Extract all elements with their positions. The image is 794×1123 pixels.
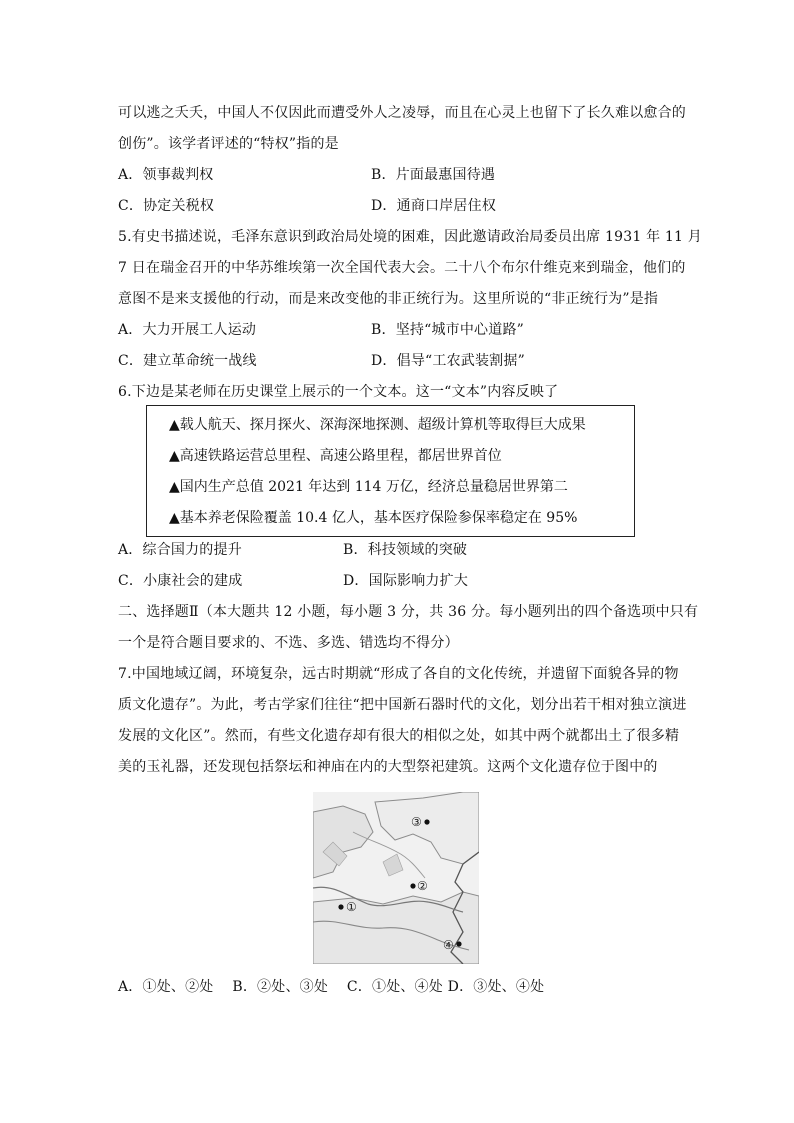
q6-stem: 6.下边是某老师在历史课堂上展示的一个文本。这一“文本”内容反映了	[118, 384, 559, 400]
q4-option-c: C．协定关税权	[118, 198, 215, 214]
map-marker-3-dot	[424, 819, 429, 824]
q5-stem-line1: 5.有史书描述说，毛泽东意识到政治局处境的困难，因此邀请政治局委员出席 1931 年 11 月	[118, 229, 702, 245]
q6-option-a: A．综合国力的提升	[118, 542, 242, 558]
q6-text-item: ▲国内生产总值 2021 年达到 114 万亿，经济总量稳居世界第二	[169, 479, 568, 495]
q4-option-a: A．领事裁判权	[118, 167, 214, 183]
map-marker-4-label: ④	[443, 938, 454, 952]
q7-options: A．①处、②处 B．②处、③处 C．①处、④处 D．③处、④处	[118, 979, 545, 995]
map-marker-1-label: ①	[346, 900, 357, 914]
q7-stem-line4: 美的玉礼器，还发现包括祭坛和神庙在内的大型祭祀建筑。这两个文化遗存位于图中的	[118, 759, 658, 775]
q5-option-c: C．建立革命统一战线	[118, 353, 257, 369]
map-marker-4-dot	[456, 941, 461, 946]
q4-option-d: D．通商口岸居住权	[371, 198, 497, 214]
map-marker-1-dot	[338, 904, 343, 909]
q4-continuation-line1: 可以逃之夭夭，中国人不仅因此而遭受外人之凌辱，而且在心灵上也留下了长久难以愈合的	[118, 105, 686, 121]
map-marker-2-label: ②	[417, 879, 428, 893]
q7-stem-line2: 质文化遗存”。为此，考古学家们往往“把中国新石器时代的文化，划分出若干相对独立演进	[118, 697, 687, 713]
q5-option-a: A．大力开展工人运动	[118, 322, 257, 338]
q6-option-d: D．国际影响力扩大	[343, 573, 469, 589]
q6-text-item: ▲高速铁路运营总里程、高速公路里程，都居世界首位	[169, 448, 502, 464]
q4-continuation-line2: 创伤”。该学者评述的“特权”指的是	[118, 136, 339, 152]
q7-stem-line1: 7.中国地域辽阔，环境复杂，远古时期就“形成了各自的文化传统，并遗留下面貌各异的物	[118, 666, 679, 682]
q5-stem-line3: 意图不是来支援他的行动，而是来改变他的非正统行为。这里所说的“非正统行为”是指	[118, 291, 659, 307]
q4-option-b: B．片面最惠国待遇	[371, 167, 496, 183]
map-marker-2-dot	[410, 883, 415, 888]
section2-heading-line1: 二、选择题Ⅱ（本大题共 12 小题，每小题 3 分，共 36 分。每小题列出的四个备选项中只有	[118, 604, 699, 620]
q5-option-b: B．坚持“城市中心道路”	[371, 322, 525, 338]
q7-map-figure	[313, 792, 479, 964]
q7-stem-line3: 发展的文化区”。然而，有些文化遗存却有很大的相似之处，如其中两个就都出土了很多精	[118, 728, 680, 744]
section2-heading-line2: 一个是符合题目要求的、不选、多选、错选均不得分）	[118, 635, 459, 651]
q6-text-item: ▲载人航天、探月探火、深海深地探测、超级计算机等取得巨大成果	[169, 417, 586, 433]
map-marker-3-label: ③	[411, 815, 422, 829]
q6-text-item: ▲基本养老保险覆盖 10.4 亿人，基本医疗保险参保率稳定在 95%	[169, 510, 578, 526]
q6-option-b: B．科技领域的突破	[343, 542, 468, 558]
q6-option-c: C．小康社会的建成	[118, 573, 243, 589]
q6-text-box	[146, 405, 635, 537]
q5-option-d: D．倡导“工农武装割据”	[371, 353, 525, 369]
q5-stem-line2: 7 日在瑞金召开的中华苏维埃第一次全国代表大会。二十八个布尔什维克来到瑞金，他们的	[118, 260, 686, 276]
